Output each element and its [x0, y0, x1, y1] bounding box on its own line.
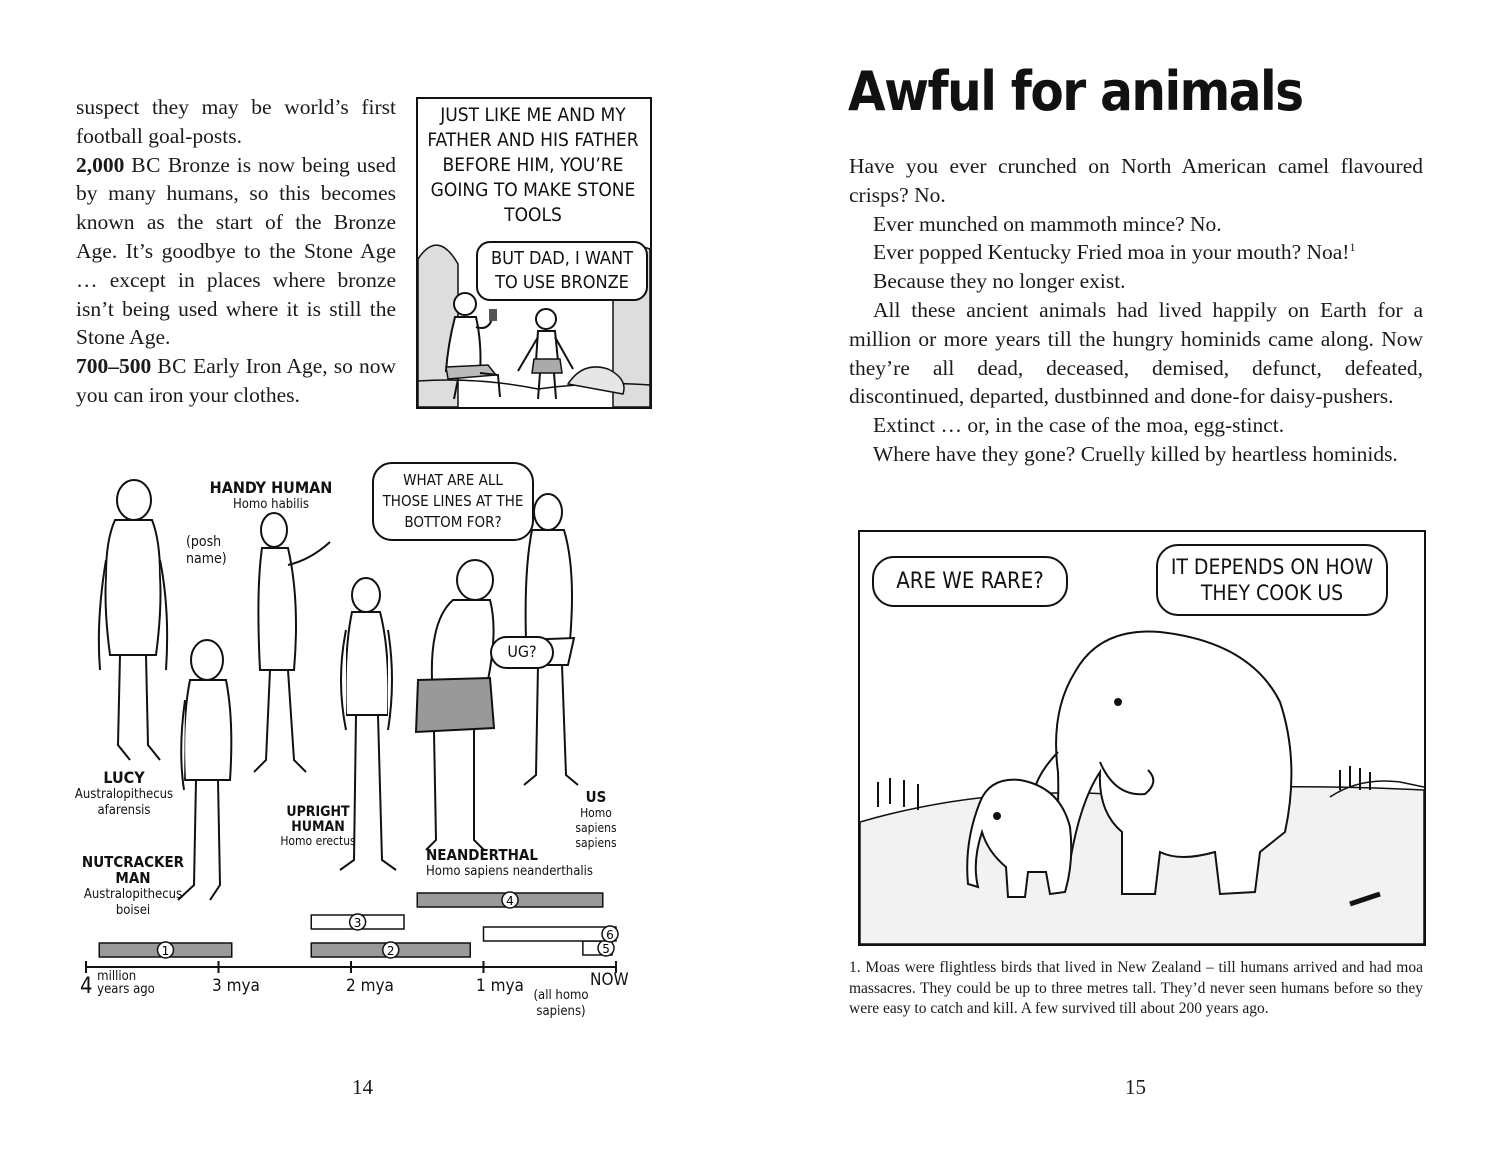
lucy-figure: [99, 480, 167, 760]
timeline-bar-label-5: 5: [602, 942, 610, 956]
tick-label-4: [80, 970, 180, 999]
mammoth-cartoon-panel: [858, 530, 1426, 946]
tick-4-big: 4: [80, 974, 93, 999]
handy-human-figure: [254, 513, 330, 772]
paragraph-extinct: Extinct … or, in the case of the moa, egg-stinct.: [873, 413, 1285, 438]
handy-latin: Homo habilis: [232, 496, 310, 512]
paragraph-goalposts: suspect they may be world’s first football goal-posts.: [76, 95, 396, 148]
mother-speech-bubble: IT DEPENDS ON HOW THEY COOK US: [1156, 544, 1388, 616]
lucy-latin: Australopithecus afarensis: [74, 786, 174, 818]
timeline-bar-label-3: 3: [353, 916, 362, 930]
bronze-text: Bronze is now being used by many humans, so this becomes known as the start of the Bronze Age. It’s goodbye to the Stone Age … except in places where bronze isn’t being used where it is still the Stone Age.: [76, 152, 396, 350]
nutcracker-latin: Australopithecus boisei: [83, 886, 183, 918]
upright-latin: Homo erectus: [280, 834, 356, 849]
paragraph-ancient-animals: All these ancient animals had lived happily on Earth for a million or more years till the hungry hominids came along. Now they’re all dead, deceased, demised, defunct, defeated, discontinued, departed, dustbinned and done-for daisy-pushers.: [849, 297, 1423, 409]
left-page-text: [76, 93, 396, 410]
species-label-neanderthal: [426, 848, 626, 879]
all-homo-sapiens-note: (all homo sapiens): [533, 988, 589, 1019]
timeline-bar-label-6: 6: [606, 928, 614, 942]
neanderthal-name: NEANDERTHAL: [426, 846, 538, 864]
species-label-lucy: [74, 770, 174, 819]
paragraph-no-longer-exist: Because they no longer exist.: [873, 269, 1126, 294]
era-bronze: BC: [131, 152, 161, 177]
paragraph-mammoth: Ever munched on mammoth mince? No.: [873, 211, 1222, 236]
baby-speech-bubble: ARE WE RARE?: [872, 556, 1068, 607]
tick-label-2: 2 mya: [346, 976, 394, 996]
handy-name: HANDY HUMAN: [209, 478, 333, 497]
paragraph-moa: [849, 238, 1423, 267]
species-label-upright: [278, 805, 358, 849]
date-iron: 700–500: [76, 354, 152, 379]
tick-label-now: NOW: [590, 970, 629, 990]
father-speech-bubble: JUST LIKE ME AND MY FATHER AND HIS FATHER BEFORE HIM, YOU’RE GOING TO MAKE STONE TOOLS: [427, 104, 639, 226]
evolution-illustration: [70, 460, 640, 1035]
right-page-text: [849, 152, 1423, 469]
nutcracker-name: NUTCRACKER MAN: [81, 853, 185, 887]
page-number-right: 15: [1125, 1075, 1146, 1099]
paragraph-camel: Have you ever crunched on North American camel flavoured crisps? No.: [849, 154, 1423, 207]
timeline-bar-label-4: 4: [506, 894, 514, 908]
iron-text: Early Iron Age, so now you can iron your clothes.: [76, 354, 397, 407]
species-label-handy: [206, 480, 336, 512]
us-latin: Homo sapiens sapiens: [575, 805, 617, 850]
timeline-bar-label-1: 1: [161, 944, 170, 958]
question-speech-bubble: WHAT ARE ALL THOSE LINES AT THE BOTTOM FOR?: [372, 462, 534, 541]
moa-text: Ever popped Kentucky Fried moa in your mouth? Noa!: [873, 240, 1350, 265]
tick-label-1: 1 mya: [476, 976, 524, 996]
species-label-us: [568, 790, 624, 851]
upright-name: UPRIGHT HUMAN: [286, 804, 350, 835]
son-speech-bubble: BUT DAD, I WANT TO USE BRONZE: [476, 241, 648, 301]
page-number-left: 14: [352, 1075, 373, 1099]
footnote-ref: 1: [1349, 240, 1356, 255]
timeline-bar-6: [484, 927, 617, 941]
us-name: US: [585, 788, 607, 806]
era-iron: BC: [157, 354, 188, 379]
paragraph-where-gone: Where have they gone? Cruelly killed by heartless hominids.: [873, 441, 1398, 466]
bronze-cartoon-panel: [416, 97, 652, 409]
chapter-title: Awful for animals: [848, 60, 1303, 123]
ug-speech-bubble: UG?: [490, 636, 554, 669]
posh-name-note: (posh name): [186, 534, 227, 567]
date-bronze: 2,000: [76, 152, 125, 177]
timeline-bar-label-2: 2: [386, 944, 395, 958]
right-page: [750, 0, 1500, 1151]
neanderthal-figure: [416, 560, 494, 850]
footnote-moa: 1. Moas were flightless birds that lived in New Zealand – till humans arrived and had moa massacres. They could be up to three metres tall. They’d never seen humans before so they were easy to catch and kill. A few survived till about 200 years ago.: [849, 959, 1423, 1017]
tick-label-3: 3 mya: [212, 976, 260, 996]
tick-4-small: million years ago: [97, 969, 155, 997]
lucy-name: LUCY: [103, 768, 145, 787]
paragraph-bronze-age: [76, 151, 396, 353]
paragraph-iron-age: [76, 352, 396, 410]
neanderthal-latin: Homo sapiens neanderthalis: [426, 863, 593, 879]
